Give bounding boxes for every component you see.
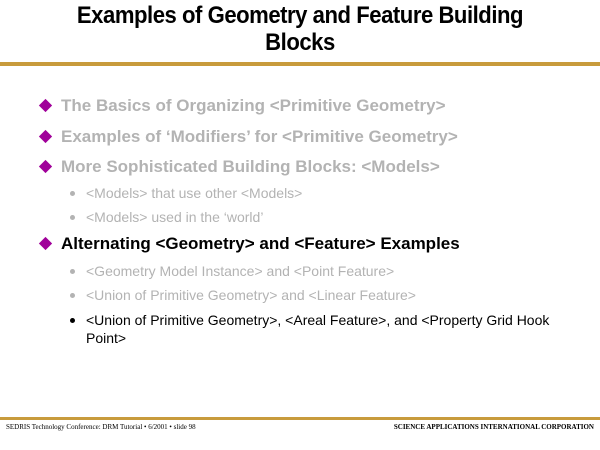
footer-conference-info: SEDRIS Technology Conference: DRM Tutorial • 6/2001 • slide 98	[6, 423, 196, 431]
slide-title	[24, 2, 576, 56]
diamond-bullet-icon	[39, 237, 52, 250]
sub-bullet-text: <Models> used in the ‘world’	[86, 209, 264, 225]
bullet-text: Alternating <Geometry> and <Feature> Examples	[61, 234, 460, 253]
diamond-bullet-icon	[39, 99, 52, 112]
sub-bullet-text: <Models> that use other <Models>	[86, 185, 303, 201]
slide-title-line1: Examples of Geometry and Feature Building	[76, 2, 524, 29]
footer-divider	[0, 417, 600, 420]
bullet-text: More Sophisticated Building Blocks: <Models>	[61, 157, 440, 176]
dot-bullet-icon	[70, 269, 75, 274]
dot-bullet-icon	[70, 293, 75, 298]
bullet-text: Examples of ‘Modifiers’ for <Primitive Geometry>	[61, 127, 458, 146]
title-divider	[0, 62, 600, 66]
slide-title-line2: Blocks	[265, 29, 335, 56]
sub-bullet-text: <Geometry Model Instance> and <Point Feature>	[86, 263, 395, 279]
diamond-bullet-icon	[39, 160, 52, 173]
diamond-bullet-icon	[39, 130, 52, 143]
footer-company: SCIENCE APPLICATIONS INTERNATIONAL CORPORATION	[393, 423, 594, 431]
bullet-text: The Basics of Organizing <Primitive Geometry>	[61, 96, 446, 115]
dot-bullet-icon	[70, 318, 75, 323]
sub-bullet-text: <Union of Primitive Geometry>, <Areal Feature>, and <Property Grid Hook Point>	[86, 312, 550, 346]
sub-bullet-text: <Union of Primitive Geometry> and <Linear Feature>	[86, 287, 416, 303]
dot-bullet-icon	[70, 191, 75, 196]
dot-bullet-icon	[70, 215, 75, 220]
